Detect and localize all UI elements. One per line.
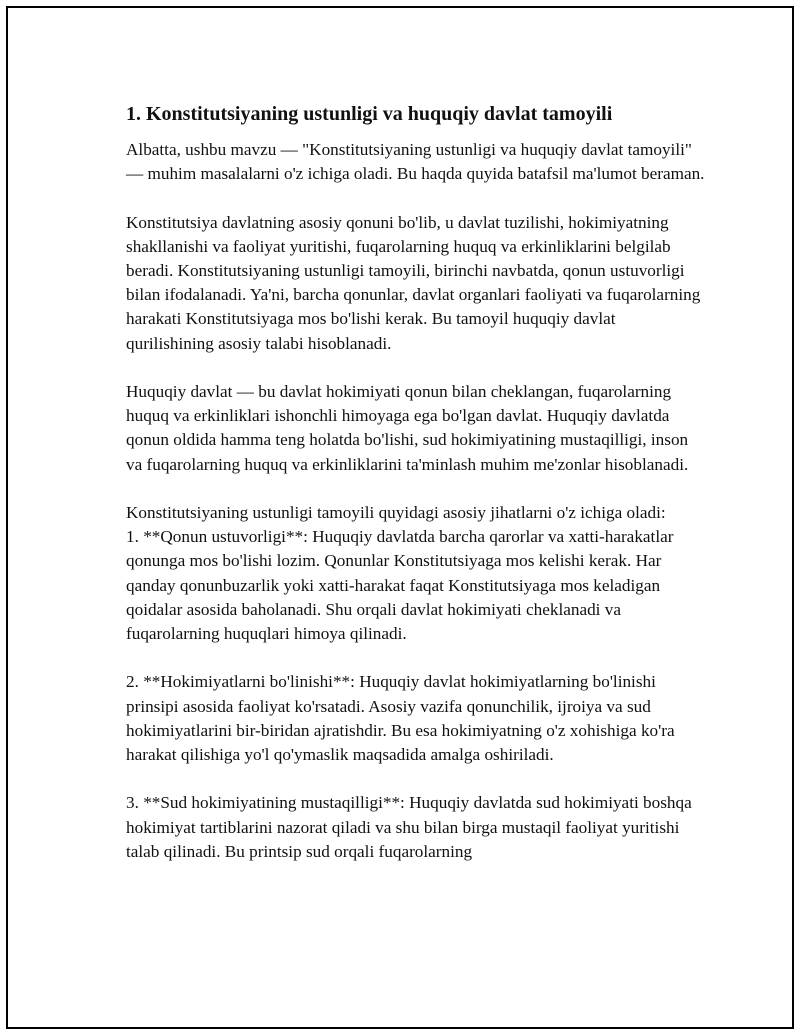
document-title: 1. Konstitutsiyaning ustunligi va huquqiy davlat tamoyili: [126, 103, 613, 125]
paragraph-aspects-intro: Konstitutsiyaning ustunligi tamoyili quyidagi asosiy jihatlarni o'z ichiga oladi:: [126, 503, 666, 522]
list-item-1: 1. **Qonun ustuvorligi**: Huquqiy davlatda barcha qarorlar va xatti-harakatlar qonunga mos bo'lishi lozim. Qonunlar Konstitutsiyaga mos kelishi kerak. Har qanday qonunbuzarlik yoki xatti-harakat faqat Konstitutsiyaga mos keladigan qoidalar asosida baholanadi. Shu orqali davlat hokimiyati cheklanadi va fuqarolarning huquqlari himoya qilinadi.: [126, 527, 674, 644]
list-item-2: 2. **Hokimiyatlarni bo'linishi**: Huquqiy davlat hokimiyatlarning bo'linishi prinsipi asosida faoliyat ko'rsatadi. Asosiy vazifa qonunchilik, ijroiya va sud hokimiyatlarini bir-biridan ajratishdir. Bu esa hokimiyatning o'z xohishiga ko'ra harakat qilishiga yo'l qo'ymaslik maqsadida amalga oshiriladi.: [126, 672, 675, 765]
paragraph-constitution: Konstitutsiya davlatning asosiy qonuni bo'lib, u davlat tuzilishi, hokimiyatning shakllanishi va faoliyat yuritishi, fuqarolarning huquq va erkinliklarini belgilab beradi. Konstitutsiyaning ustunligi tamoyili, birinchi navbatda, qonun ustuvorligi bilan ifodalanadi. Ya'ni, barcha qonunlar, davlat organlari faoliyati va fuqarolarning harakati Konstitutsiyaga mos bo'lishi kerak. Bu tamoyil huquqiy davlat qurilishining asosiy talabi hisoblanadi.: [126, 212, 701, 353]
paragraph-intro: Albatta, ushbu mavzu — "Konstitutsiyaning ustunligi va huquqiy davlat tamoyili" — muhim masalalarni o'z ichiga oladi. Bu haqda quyida batafsil ma'lumot beraman.: [126, 140, 705, 184]
page-frame: [6, 6, 794, 1029]
paragraph-rule-of-law-state: Huquqiy davlat — bu davlat hokimiyati qonun bilan cheklangan, fuqarolarning huquq va erkinliklari ishonchli himoyaga ega bo'lgan davlat. Huquqiy davlatda qonun oldida hamma teng holatda bo'lishi, sud hokimiyatining mustaqilligi, inson va fuqarolarning huquq va erkinliklarini ta'minlash muhim me'zonlar hisoblanadi.: [126, 382, 689, 474]
document-body: [126, 100, 706, 888]
list-item-3: 3. **Sud hokimiyatining mustaqilligi**: Huquqiy davlatda sud hokimiyati boshqa hokimiyat tartiblarini nazorat qiladi va shu bilan birga mustaqil faoliyat yuritishi talab qilinadi. Bu printsip sud orqali fuqarolarning: [126, 793, 692, 861]
